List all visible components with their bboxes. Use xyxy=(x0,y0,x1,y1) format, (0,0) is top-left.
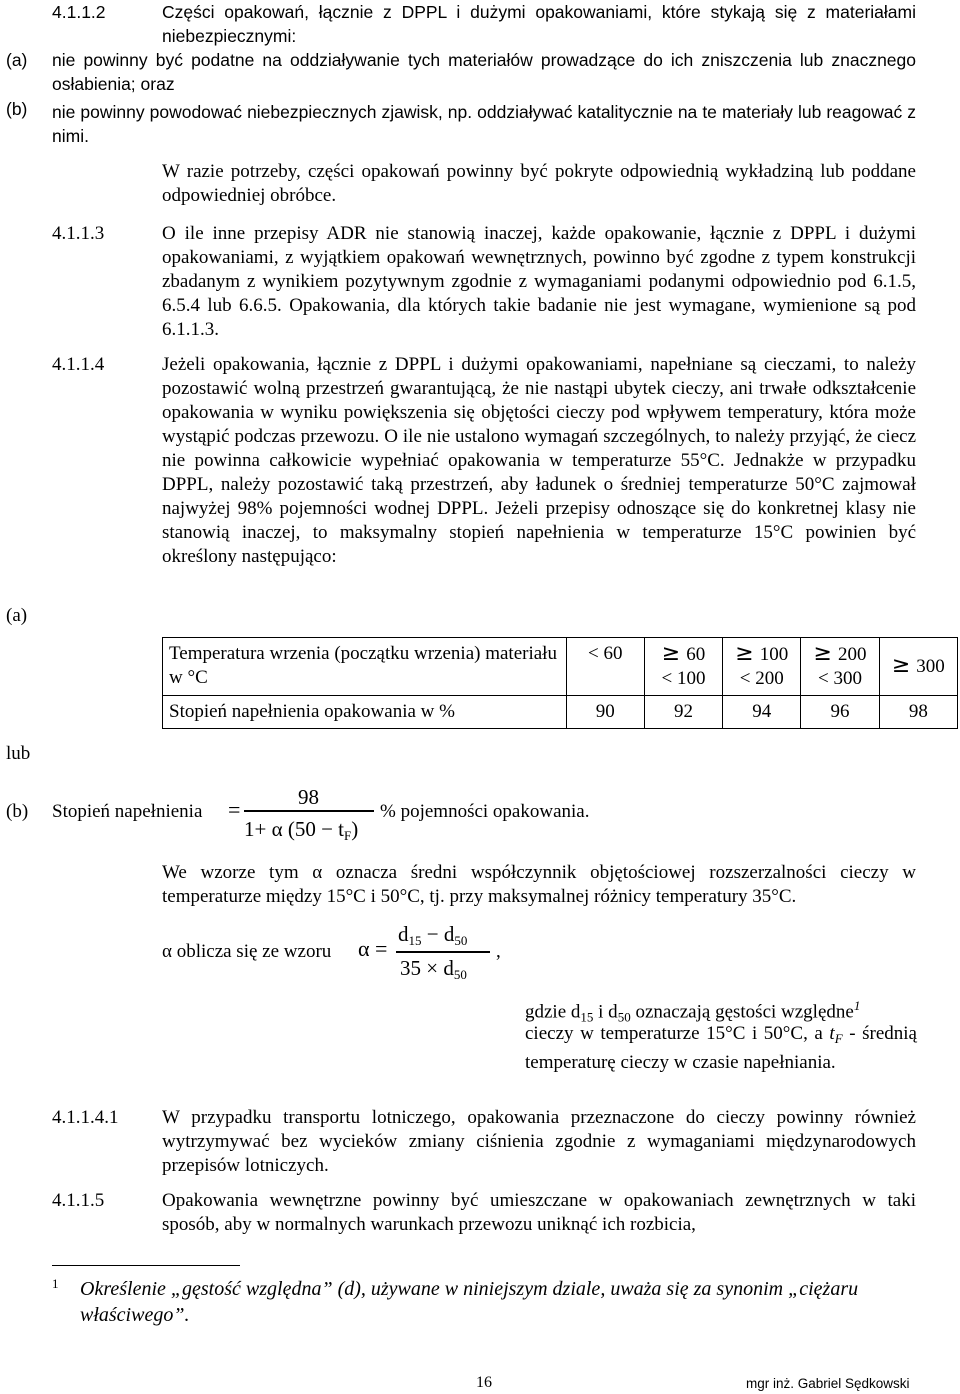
label-b: (b) xyxy=(6,801,29,822)
table-row xyxy=(163,638,958,696)
label-a: (a) xyxy=(6,605,28,626)
alpha-denominator xyxy=(400,956,467,987)
explain-text: gdzie d xyxy=(525,1001,581,1023)
alpha-explain-body xyxy=(525,1022,917,1075)
formula-label: Stopień napełnienia xyxy=(52,801,203,822)
formula-suffix: % pojemności opakowania. xyxy=(380,801,590,822)
denominator-text: 1+ α (50 − t xyxy=(244,817,345,841)
section-text: Jeżeli opakowania, łącznie z DPPL i dużymi opakowaniami, napełniane są cieczami, to należy pozostawić wolną przestrzeń gwarantującą, że nie nastąpi ubytek cieczy, ani trwałe odkształcenie opakowania w wyniku powiększenia się objętości cieczy pod wpływem temperatury, która może wystąpić podczas przewozu. O ile nie ustalono wymagań szczególnych, to należy przyjąć, że ciecz nie powinna całkowicie wypełniać opakowania w temperaturze 55°C. Jednakże w przypadku DPPL, należy pozostawić taką przestrzeń, aby ładunek o średniej temperaturze 50°C zajmował najwyżej 98% pojemności wodnej DPPL. Jeżeli przepisy odnoszące się do konkretnej klasy nie stanowią inaczej, to maksymalny stopień napełnienia w temperaturze 15°C powinien być określony następująco: xyxy=(162,354,916,567)
footnote-marker: 1 xyxy=(52,1276,59,1291)
formula-equals: = xyxy=(228,797,241,822)
section-text: W przypadku transportu lotniczego, opakowania przeznaczone do cieczy powinny również wytrzymywać bez wycieków zmiany ciśnienia zgodnie z wymaganiami międzynarodowych przepisów lotniczych. xyxy=(162,1107,916,1176)
label-b: (b) xyxy=(6,99,28,119)
range-top: 300 xyxy=(916,656,945,677)
range-top: 200 xyxy=(837,644,867,665)
explain-text: oznaczają gęstości względne xyxy=(630,1001,854,1023)
table-cell: 96 xyxy=(801,696,879,729)
section-number: 4.1.1.4.1 xyxy=(52,1107,119,1128)
section-text: Opakowania wewnętrzne powinny być umieszczane w opakowaniach zewnętrznych w taki sposób, aby w normalnych warunkach przewozu uniknąć ich rozbicia, xyxy=(162,1190,916,1235)
subscript-50: 50 xyxy=(454,933,468,948)
alpha-numerator xyxy=(398,922,467,953)
table-cell xyxy=(801,638,879,696)
item-b-text: nie powinny powodować niebezpiecznych zjawisk, np. oddziaływać katalitycznie na te materiały lub reagować z nimi. xyxy=(52,102,916,146)
fraction-bar xyxy=(396,951,490,953)
section-number: 4.1.1.2 xyxy=(52,2,106,22)
label-lub: lub xyxy=(6,743,31,764)
table-row xyxy=(163,696,958,729)
subscript-f: F xyxy=(344,828,352,843)
formula-numerator: 98 xyxy=(298,785,319,809)
label-a: (a) xyxy=(6,50,28,70)
ge-symbol: ≥ xyxy=(891,653,911,678)
table-cell: 92 xyxy=(644,696,722,729)
fraction-bar xyxy=(244,810,374,812)
ge-symbol: ≥ xyxy=(813,641,832,666)
section-number: 4.1.1.3 xyxy=(52,223,105,244)
formula-explanation: We wzorze tym α oznacza średni współczynnik objętościowej rozszerzalności cieczy w temperaturze między 15°C i 50°C, tj. przy maksymalnej różnicy temperatury 35°C. xyxy=(162,862,916,907)
table-cell: 98 xyxy=(879,696,957,729)
times-sign: × xyxy=(426,956,439,980)
subscript-15: 15 xyxy=(408,933,422,948)
table-cell xyxy=(566,638,644,696)
table-cell xyxy=(723,638,801,696)
range-bottom: < 100 xyxy=(661,668,706,689)
subscript-50: 50 xyxy=(453,967,467,982)
section-number: 4.1.1.4 xyxy=(52,354,105,375)
subscript-f: F xyxy=(834,1031,843,1046)
coating-note: W razie potrzeby, części opakowań powinny być pokryte odpowiednią wykładziną lub poddane odpowiedniej obróbce. xyxy=(162,161,916,206)
range-bottom: < 200 xyxy=(739,668,784,689)
range-top: 100 xyxy=(759,644,789,665)
footnote-ref: 1 xyxy=(853,998,861,1013)
table-cell: 94 xyxy=(723,696,801,729)
minus-sign: − xyxy=(426,922,439,946)
table-header-cell: Temperatura wrzenia (początku wrzenia) materiału w °C xyxy=(163,638,567,696)
ge-symbol: ≥ xyxy=(661,641,681,666)
section-text: O ile inne przepisy ADR nie stanowią inaczej, każde opakowanie, łącznie z DPPL i dużymi opakowaniami, z wyjątkiem opakowań wewnętrznych, powinno być zgodne z typem konstrukcji zbadanym z wynikiem pozytywnym zgodnie z wymaganiami podanymi odpowiednio pod 6.1.5, 6.5.4 lub 6.6.5. Opakowania, dla których takie badanie nie jest wymagane, wymienione są pod 6.1.1.3. xyxy=(162,223,916,340)
alpha-formula-prefix: α oblicza się ze wzoru xyxy=(162,941,332,962)
fill-degree-table xyxy=(162,637,958,729)
explain-text: i d xyxy=(593,1001,618,1023)
table-cell xyxy=(644,638,722,696)
formula-denominator xyxy=(244,817,358,848)
table-cell: 90 xyxy=(566,696,644,729)
author-credit: mgr inż. Gabriel Sędkowski xyxy=(746,1376,910,1391)
d-symbol: d xyxy=(443,922,455,946)
subscript-50: 50 xyxy=(617,1009,631,1025)
number-35: 35 xyxy=(400,956,421,980)
section-intro: Części opakowań, łącznie z DPPL i dużymi opakowaniami, które stykają się z materiałami niebezpiecznymi: xyxy=(162,2,916,46)
closing-paren: ) xyxy=(351,817,359,841)
section-number: 4.1.1.5 xyxy=(52,1190,105,1211)
footnote-text: Określenie „gęstość względna” (d), używane w niniejszym dziale, uważa się za synonim „ciężaru właściwego”. xyxy=(80,1278,859,1326)
footnote-rule xyxy=(52,1265,240,1266)
item-a-text: nie powinny być podatne na oddziaływanie tych materiałów prowadzące do ich zniszczenia lub znacznego osłabienia; oraz xyxy=(52,50,916,94)
range-top: < 60 xyxy=(587,643,623,664)
alpha-lhs: α = xyxy=(358,936,388,961)
table-header-cell: Stopień napełnienia opakowania w % xyxy=(163,696,567,729)
t-symbol: t xyxy=(829,1023,835,1044)
range-bottom: < 300 xyxy=(818,668,862,689)
table-cell xyxy=(879,638,957,696)
d-symbol: d xyxy=(398,922,409,946)
ge-symbol: ≥ xyxy=(735,641,754,666)
explain-text: cieczy w temperaturze 15°C i 50°C, a xyxy=(525,1023,823,1044)
subscript-15: 15 xyxy=(580,1009,594,1025)
alpha-comma: , xyxy=(496,941,501,962)
d-symbol: d xyxy=(443,956,454,980)
explain-text: - średnią temperaturę cieczy w czasie napełniania. xyxy=(525,1023,917,1073)
range-top: 60 xyxy=(686,644,706,665)
page-number: 16 xyxy=(476,1374,492,1391)
